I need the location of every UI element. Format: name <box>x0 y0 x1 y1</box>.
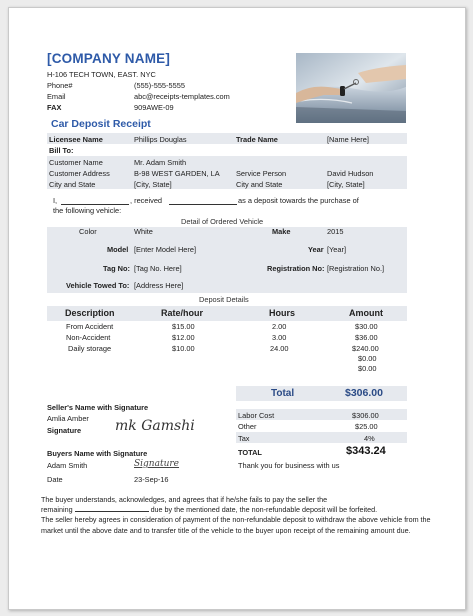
statement-deposit: as a deposit towards the purchase of <box>238 196 359 205</box>
towed-value[interactable]: [Address Here] <box>134 281 184 290</box>
seller-signature[interactable]: mk Gamshi <box>115 418 195 434</box>
seller-heading: Seller's Name with Signature <box>47 403 149 412</box>
service-person-label: Service Person <box>236 169 287 178</box>
buyer-date-value[interactable]: 23-Sep-16 <box>134 475 169 484</box>
grand-total-label: TOTAL <box>238 448 262 457</box>
labor-cost-value: $306.00 <box>352 411 379 420</box>
towed-label: Vehicle Towed To: <box>66 281 130 290</box>
labor-cost-label: Labor Cost <box>238 411 275 420</box>
row-2-description[interactable]: Non-Accident <box>66 333 111 342</box>
column-header-amount: Amount <box>349 308 383 318</box>
row-3-amount: $240.00 <box>352 344 379 353</box>
city-state-value[interactable]: [City, State] <box>134 180 172 189</box>
make-value[interactable]: 2015 <box>327 227 344 236</box>
receiver-blank[interactable] <box>61 204 129 205</box>
customer-address-value[interactable]: B-98 WEST GARDEN, LA <box>134 169 220 178</box>
phone-label: Phone# <box>47 81 73 90</box>
other-value[interactable]: $25.00 <box>355 422 378 431</box>
city-state-value-2[interactable]: [City, State] <box>327 180 365 189</box>
seller-signature-label: Signature <box>47 426 82 435</box>
column-header-description: Description <box>65 308 115 318</box>
service-person-value[interactable]: David Hudson <box>327 169 374 178</box>
statement-vehicle: the following vehicle: <box>53 206 122 215</box>
buyer-name[interactable]: Adam Smith <box>47 461 88 470</box>
buyer-signature[interactable]: Signature <box>134 459 180 469</box>
city-state-label: City and State <box>49 180 96 189</box>
trade-name-label: Trade Name <box>236 135 278 144</box>
statement-received: , received <box>130 196 163 205</box>
buyer-heading: Buyers Name with Signature <box>47 449 148 458</box>
year-label: Year <box>308 245 324 254</box>
terms-paragraph-2: The seller hereby agrees in consideration of payment of the non-refundable deposit to withdraw the above vehicle from the market until the above date and to transfer title of the vehicle to the buyer upon receipt of the remaining amount due. <box>41 515 431 535</box>
terms-due: due by the mentioned date, the non-refundable deposit will be forfeited. <box>150 505 378 515</box>
model-value[interactable]: [Enter Model Here] <box>134 245 197 254</box>
row-2-rate[interactable]: $12.00 <box>172 333 195 342</box>
column-header-hours: Hours <box>269 308 296 318</box>
email-label: Email <box>47 92 66 101</box>
terms-line-2 <box>41 505 443 515</box>
customer-address-label: Customer Address <box>49 169 110 178</box>
tax-label: Tax <box>238 434 250 443</box>
total-label: Total <box>271 388 295 399</box>
company-address: H-106 TECH TOWN, EAST. NYC <box>47 70 156 79</box>
model-label: Model <box>107 245 129 254</box>
row-1-rate[interactable]: $15.00 <box>172 322 195 331</box>
registration-value[interactable]: [Registration No.] <box>327 264 385 273</box>
amount-blank[interactable] <box>169 204 237 205</box>
row-2-hours[interactable]: 3.00 <box>272 333 287 342</box>
thank-you-note: Thank you for business with us <box>238 461 340 470</box>
terms-remaining: remaining <box>41 505 73 515</box>
remaining-amount-blank[interactable] <box>75 511 149 512</box>
year-value[interactable]: [Year] <box>327 245 347 254</box>
customer-name-value[interactable]: Mr. Adam Smith <box>134 158 187 167</box>
fax-value: 909AWE-09 <box>134 103 174 112</box>
receipt-page <box>8 7 466 610</box>
buyer-date-label: Date <box>47 475 63 484</box>
receipt-title: Car Deposit Receipt <box>51 118 151 130</box>
licensee-label: Licensee Name <box>49 135 103 144</box>
seller-name[interactable]: Amlia Amber <box>47 414 89 423</box>
row-5-amount: $0.00 <box>358 364 377 373</box>
company-name: [COMPANY NAME] <box>47 51 171 66</box>
car-keys-photo <box>296 53 406 123</box>
phone-value: (555)-555-5555 <box>134 81 185 90</box>
make-label: Make <box>272 227 291 236</box>
statement-prefix: I, <box>53 196 58 205</box>
row-2-amount: $36.00 <box>355 333 378 342</box>
grand-total-value: $343.24 <box>346 445 386 457</box>
customer-name-label: Customer Name <box>49 158 103 167</box>
color-value[interactable]: White <box>134 227 153 236</box>
row-1-description[interactable]: From Accident <box>66 322 114 331</box>
tax-value[interactable]: 4% <box>364 434 375 443</box>
row-3-hours[interactable]: 24.00 <box>270 344 289 353</box>
fax-label: FAX <box>47 103 62 112</box>
registration-label: Registration No: <box>267 264 325 273</box>
column-header-rate: Rate/hour <box>161 308 204 318</box>
tag-label: Tag No: <box>103 264 130 273</box>
row-1-amount: $30.00 <box>355 322 378 331</box>
trade-name-value[interactable]: [Name Here] <box>327 135 369 144</box>
terms-text <box>41 495 443 536</box>
row-1-hours[interactable]: 2.00 <box>272 322 287 331</box>
vehicle-section-title: Detail of Ordered Vehicle <box>181 217 264 226</box>
row-3-rate[interactable]: $10.00 <box>172 344 195 353</box>
total-value: $306.00 <box>345 387 383 399</box>
tax-band <box>236 432 407 443</box>
other-label: Other <box>238 422 257 431</box>
bill-to-label: Bill To: <box>49 146 74 155</box>
licensee-value[interactable]: Phillips Douglas <box>134 135 187 144</box>
row-4-amount: $0.00 <box>358 354 377 363</box>
email-value[interactable]: abc@receipts-templates.com <box>134 92 230 101</box>
terms-line-1: The buyer understands, acknowledges, and agrees that if he/she fails to pay the seller the <box>41 495 328 504</box>
color-label: Color <box>79 227 97 236</box>
row-3-description[interactable]: Daily storage <box>68 344 112 353</box>
tag-value[interactable]: [Tag No. Here] <box>134 264 182 273</box>
city-state-label-2: City and State <box>236 180 283 189</box>
deposit-section-title: Deposit Details <box>199 295 249 304</box>
